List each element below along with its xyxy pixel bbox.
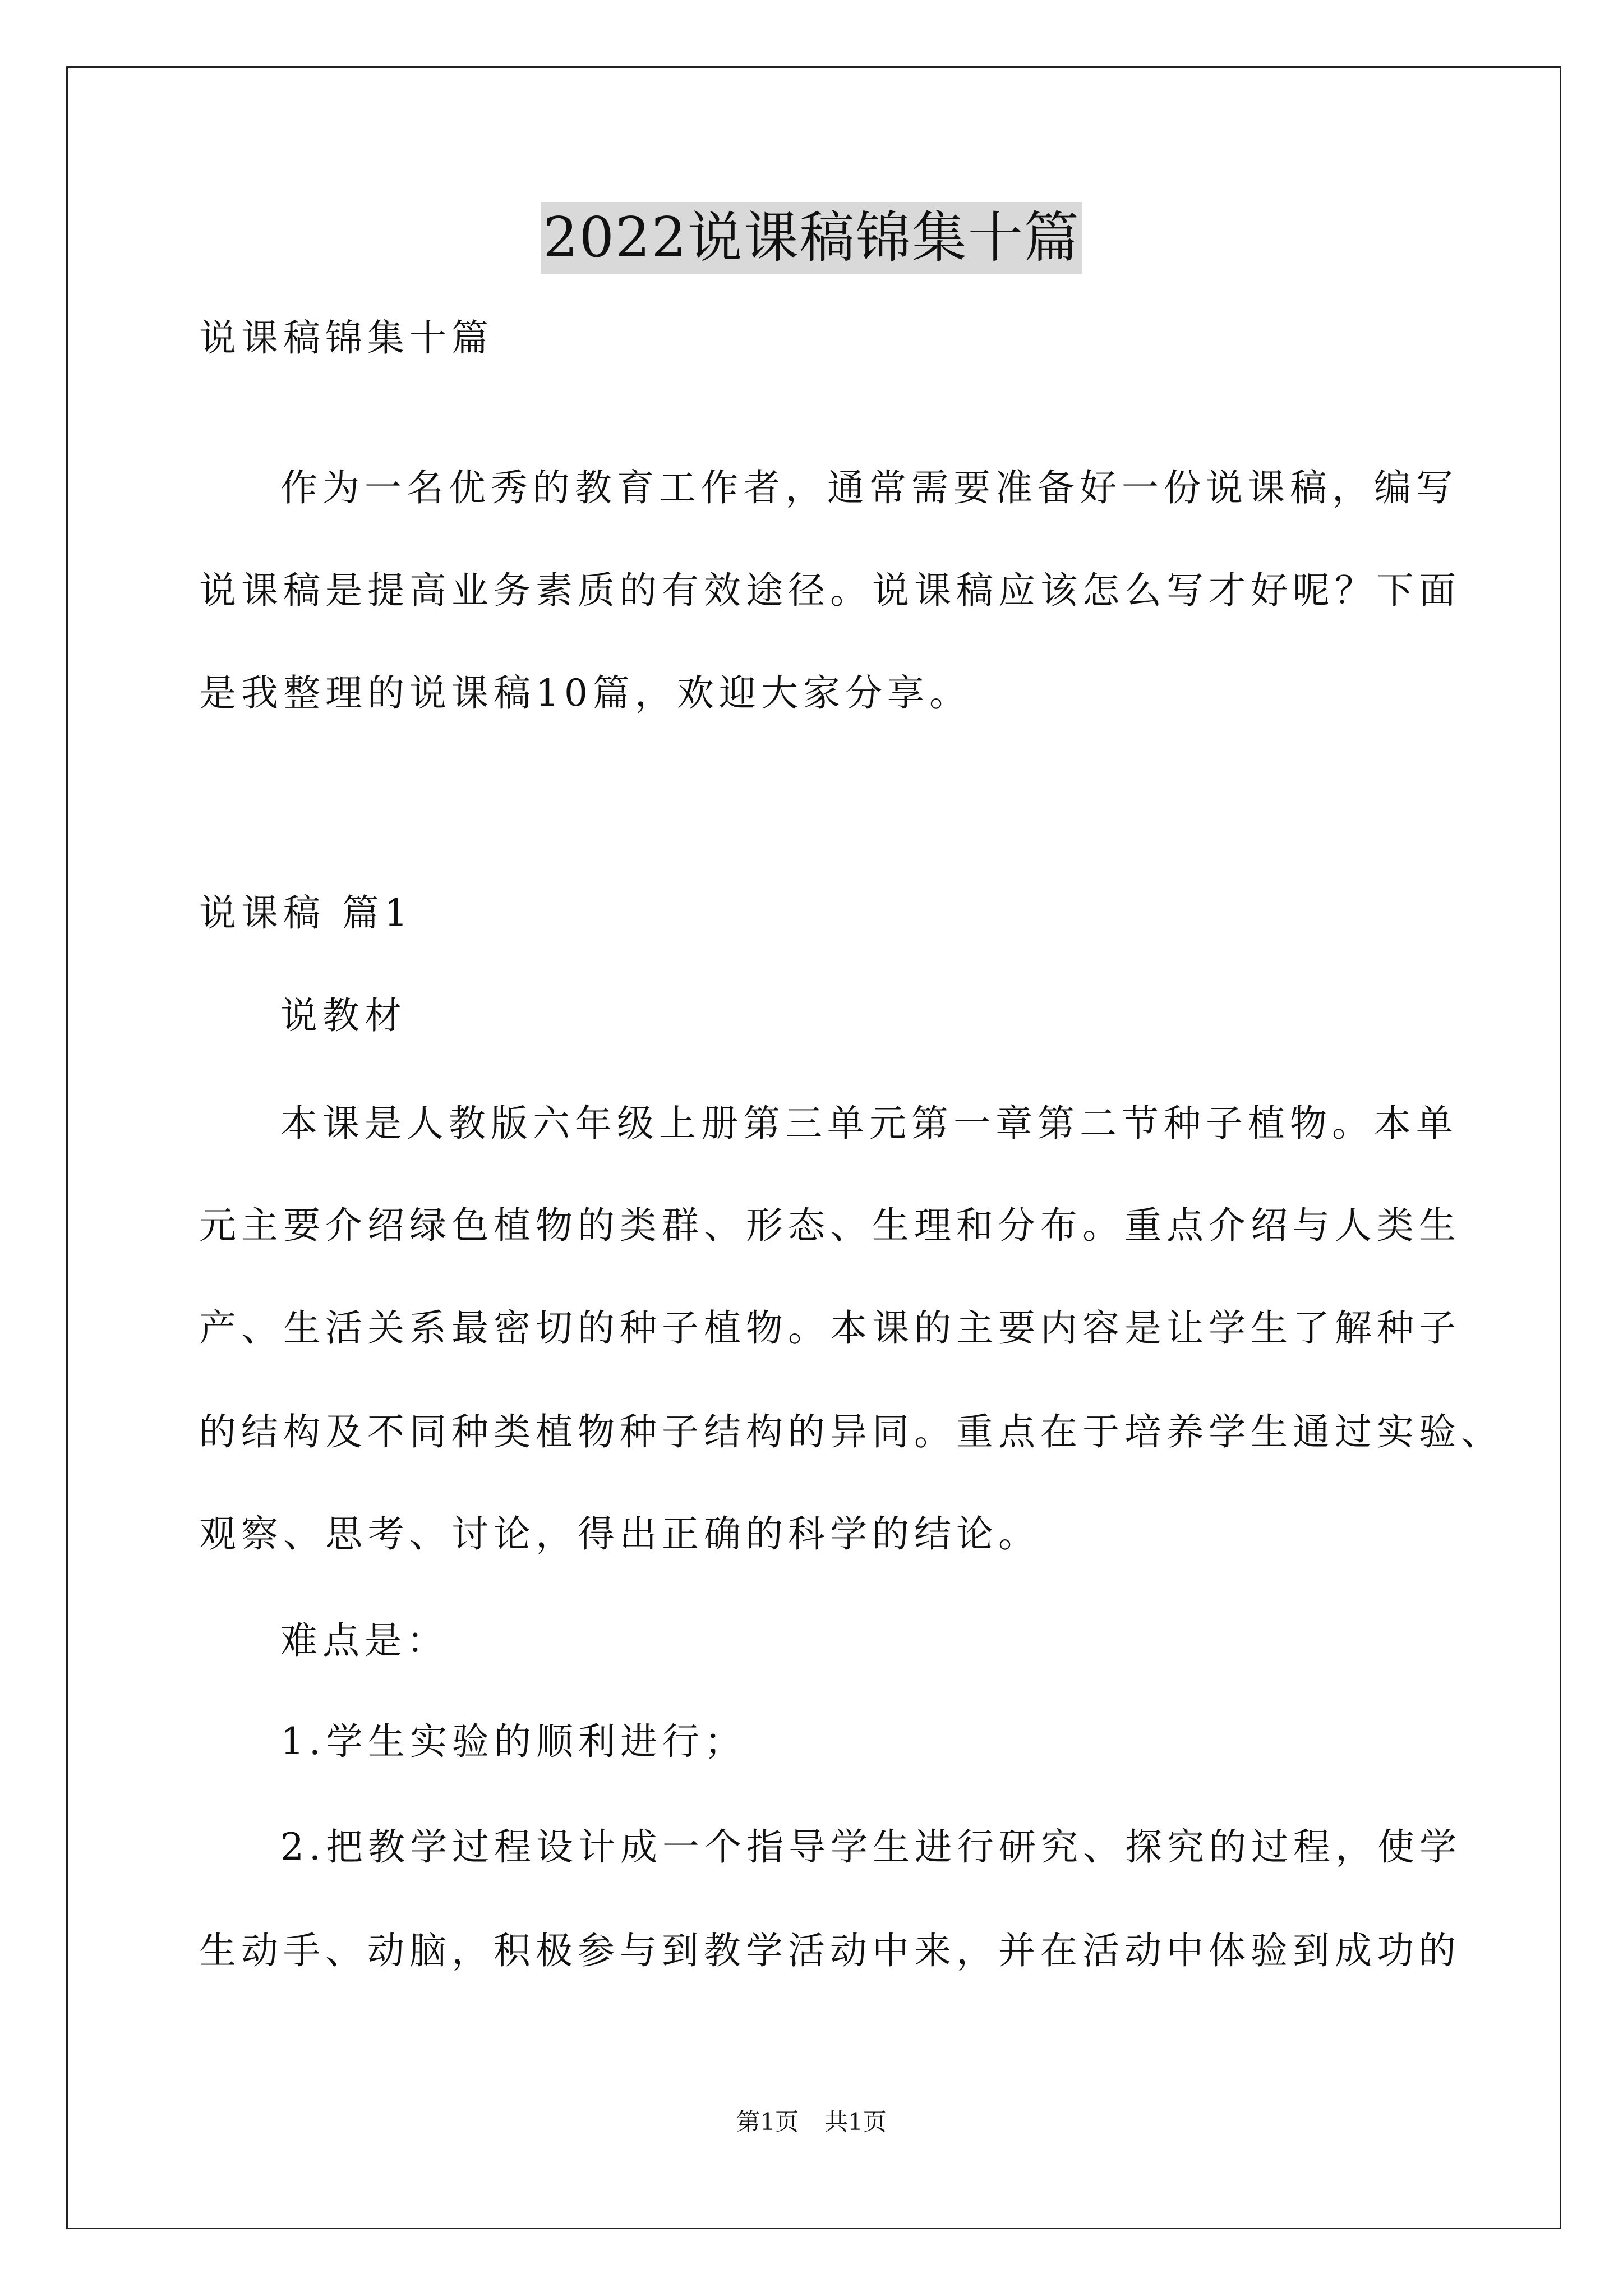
material-line-1: 本课是人教版六年级上册第三单元第一章第二节种子植物。本单 [280,1102,1458,1145]
point-2-line-2: 生动手、动脑，积极参与到教学活动中来，并在活动中体验到成功的 [199,1929,1461,1972]
point-2-line-1: 2.把教学过程设计成一个指导学生进行研究、探究的过程，使学 [280,1825,1461,1869]
page-total: 共1页 [824,2108,887,2136]
material-line-4: 的结构及不同种类植物种子结构的异同。重点在于培养学生通过实验、 [199,1410,1503,1453]
intro-line-3: 是我整理的说课稿10篇，欢迎大家分享。 [199,671,971,715]
section-heading: 说课稿 篇1 [199,891,413,935]
sub-heading: 说教材 [280,994,407,1037]
intro-line-2: 说课稿是提高业务素质的有效途径。说课稿应该怎么写才好呢？下面 [199,569,1461,612]
point-1: 1.学生实验的顺利进行； [280,1720,746,1763]
document-title [0,202,1623,275]
page-border [66,66,1561,2229]
material-line-3: 产、生活关系最密切的种子植物。本课的主要内容是让学生了解种子 [199,1306,1461,1350]
document-title-text: 2022说课稿锦集十篇 [541,202,1082,274]
page-number: 第1页 [736,2108,799,2136]
difficulty-label: 难点是： [280,1619,449,1662]
material-line-5: 观察、思考、讨论，得出正确的科学的结论。 [199,1512,1040,1556]
subtitle: 说课稿锦集十篇 [199,316,494,360]
page-footer [0,2106,1623,2138]
intro-line-1: 作为一名优秀的教育工作者，通常需要准备好一份说课稿，编写 [280,466,1458,509]
material-line-2: 元主要介绍绿色植物的类群、形态、生理和分布。重点介绍与人类生 [199,1204,1461,1247]
